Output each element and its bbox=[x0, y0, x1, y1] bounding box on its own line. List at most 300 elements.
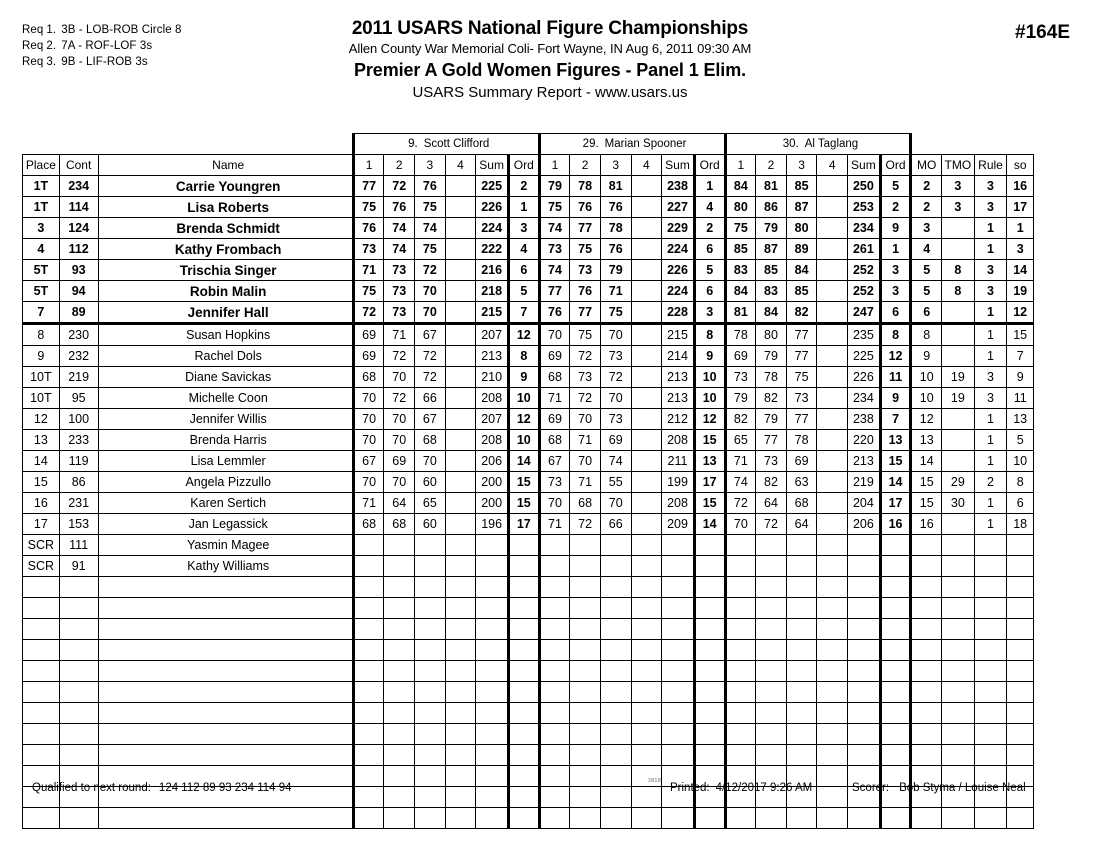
cell-j1-sum: 200 bbox=[476, 472, 509, 493]
cell-cont bbox=[59, 808, 98, 829]
cell-j3-fig1: 80 bbox=[725, 197, 756, 218]
cell-j3-ord bbox=[880, 556, 911, 577]
cell-j3-blank bbox=[725, 598, 756, 619]
cell-rule: 3 bbox=[974, 260, 1007, 281]
cell-j3-ord: 9 bbox=[880, 388, 911, 409]
cell-j1-fig4 bbox=[445, 493, 476, 514]
cell-j2-fig4 bbox=[631, 367, 662, 388]
table-row[interactable] bbox=[23, 260, 1034, 281]
cell-j3-blank bbox=[848, 724, 881, 745]
cell-j2-ord bbox=[694, 577, 725, 598]
col-header-j1-ord: Ord bbox=[508, 155, 539, 176]
cell-j2-sum bbox=[662, 535, 695, 556]
cell-j2-blank bbox=[539, 577, 570, 598]
cell-name bbox=[98, 640, 353, 661]
cell-j2-ord: 15 bbox=[694, 493, 725, 514]
cell-place bbox=[23, 619, 60, 640]
cell-j3-ord bbox=[880, 745, 911, 766]
cell-j2-ord: 9 bbox=[694, 346, 725, 367]
cell-j2-blank bbox=[600, 682, 631, 703]
cell-j2-sum: 209 bbox=[662, 514, 695, 535]
cell-j3-sum: 247 bbox=[848, 302, 881, 324]
cell-so: 17 bbox=[1007, 197, 1034, 218]
cell-j2-fig4 bbox=[631, 302, 662, 324]
cell-j1-ord: 3 bbox=[508, 218, 539, 239]
cell-j3-blank bbox=[725, 661, 756, 682]
cell-tmo bbox=[942, 640, 975, 661]
cell-j3-blank bbox=[786, 724, 817, 745]
cell-place: 12 bbox=[23, 409, 60, 430]
column-header-row bbox=[23, 155, 1034, 176]
cell-j1-fig3: 67 bbox=[415, 324, 446, 346]
cell-j3-blank bbox=[786, 703, 817, 724]
cell-j1-fig1: 76 bbox=[353, 218, 384, 239]
cell-j1-fig2: 73 bbox=[384, 281, 415, 302]
cell-j2-fig4 bbox=[631, 197, 662, 218]
cell-j3-fig4 bbox=[817, 260, 848, 281]
cell-j2-sum: 238 bbox=[662, 176, 695, 197]
cell-j2-blank bbox=[631, 703, 662, 724]
cell-mo bbox=[911, 577, 942, 598]
cell-j2-blank bbox=[539, 619, 570, 640]
cell-j3-blank bbox=[756, 703, 787, 724]
cell-so bbox=[1007, 535, 1034, 556]
cell-j3-sum: 253 bbox=[848, 197, 881, 218]
table-row[interactable] bbox=[23, 493, 1034, 514]
table-row[interactable] bbox=[23, 535, 1034, 556]
cell-j3-fig4 bbox=[817, 451, 848, 472]
cell-j1-ord bbox=[508, 682, 539, 703]
cell-j1-fig1: 68 bbox=[353, 367, 384, 388]
cell-j3-fig3: 78 bbox=[786, 430, 817, 451]
cell-place: 1T bbox=[23, 197, 60, 218]
table-row[interactable] bbox=[23, 346, 1034, 367]
cell-j1-fig1 bbox=[353, 556, 384, 577]
cell-j3-ord bbox=[880, 535, 911, 556]
cell-j1-fig1: 75 bbox=[353, 281, 384, 302]
cell-j3-fig2: 84 bbox=[756, 302, 787, 324]
cell-j3-blank bbox=[848, 640, 881, 661]
cell-j2-sum: 227 bbox=[662, 197, 695, 218]
cell-so: 11 bbox=[1007, 388, 1034, 409]
cell-j1-blank bbox=[415, 598, 446, 619]
cell-place: 5T bbox=[23, 260, 60, 281]
cell-rule: 1 bbox=[974, 409, 1007, 430]
cell-j1-blank bbox=[476, 598, 509, 619]
cell-cont bbox=[59, 682, 98, 703]
cell-j1-ord bbox=[508, 745, 539, 766]
cell-place bbox=[23, 724, 60, 745]
cell-tmo: 29 bbox=[942, 472, 975, 493]
requirement-keyword: Req bbox=[22, 40, 44, 52]
cell-j1-blank bbox=[445, 619, 476, 640]
cell-j3-blank bbox=[725, 703, 756, 724]
cell-name: Karen Sertich bbox=[98, 493, 353, 514]
cell-j3-fig3: 63 bbox=[786, 472, 817, 493]
table-row-empty[interactable] bbox=[23, 661, 1034, 682]
cell-j1-fig3: 72 bbox=[415, 260, 446, 281]
cell-j3-sum: 235 bbox=[848, 324, 881, 346]
table-row-empty[interactable] bbox=[23, 577, 1034, 598]
table-row[interactable] bbox=[23, 451, 1034, 472]
cell-tmo bbox=[942, 218, 975, 239]
cell-j2-blank bbox=[631, 745, 662, 766]
cell-name: Jennifer Willis bbox=[98, 409, 353, 430]
cell-j2-fig2: 73 bbox=[570, 367, 601, 388]
cell-cont: 219 bbox=[59, 367, 98, 388]
cell-j3-sum bbox=[848, 535, 881, 556]
cell-j2-fig4 bbox=[631, 556, 662, 577]
cell-j2-ord: 10 bbox=[694, 367, 725, 388]
cell-tmo: 3 bbox=[942, 197, 975, 218]
cell-j3-ord: 1 bbox=[880, 239, 911, 260]
cell-name: Trischia Singer bbox=[98, 260, 353, 281]
cell-tmo bbox=[942, 619, 975, 640]
cell-j3-blank bbox=[817, 703, 848, 724]
cell-j2-fig1: 67 bbox=[539, 451, 570, 472]
cell-j3-fig1: 65 bbox=[725, 430, 756, 451]
cell-j1-blank bbox=[415, 745, 446, 766]
table-row[interactable] bbox=[23, 281, 1034, 302]
cell-j2-blank bbox=[539, 808, 570, 829]
cell-mo: 8 bbox=[911, 324, 942, 346]
cell-j3-fig2: 82 bbox=[756, 388, 787, 409]
cell-j2-fig1: 70 bbox=[539, 324, 570, 346]
cell-j1-blank bbox=[445, 661, 476, 682]
cell-rule: 1 bbox=[974, 493, 1007, 514]
cell-so: 6 bbox=[1007, 493, 1034, 514]
cell-j3-blank bbox=[817, 619, 848, 640]
cell-j2-fig2: 76 bbox=[570, 281, 601, 302]
cell-j3-blank bbox=[848, 598, 881, 619]
cell-j1-fig1: 69 bbox=[353, 346, 384, 367]
cell-j2-fig3: 72 bbox=[600, 367, 631, 388]
cell-mo bbox=[911, 808, 942, 829]
cell-j2-blank bbox=[662, 640, 695, 661]
table-row[interactable] bbox=[23, 302, 1034, 324]
cell-j2-fig1: 70 bbox=[539, 493, 570, 514]
cell-j3-fig3: 84 bbox=[786, 260, 817, 281]
cell-so bbox=[1007, 745, 1034, 766]
requirement-number: 2. bbox=[46, 40, 57, 52]
cell-j3-blank bbox=[817, 661, 848, 682]
cell-j1-fig2: 73 bbox=[384, 302, 415, 324]
cell-place: SCR bbox=[23, 556, 60, 577]
cell-rule: 3 bbox=[974, 388, 1007, 409]
cell-cont bbox=[59, 703, 98, 724]
cell-j3-blank bbox=[786, 619, 817, 640]
cell-j2-blank bbox=[600, 745, 631, 766]
cell-name bbox=[98, 682, 353, 703]
table-row[interactable] bbox=[23, 430, 1034, 451]
cell-j3-ord: 14 bbox=[880, 472, 911, 493]
cell-j3-fig4 bbox=[817, 281, 848, 302]
cell-j1-fig1: 77 bbox=[353, 176, 384, 197]
cell-j2-fig3: 71 bbox=[600, 281, 631, 302]
cell-j1-blank bbox=[415, 661, 446, 682]
cell-j1-sum bbox=[476, 556, 509, 577]
cell-j3-fig2: 80 bbox=[756, 324, 787, 346]
cell-name bbox=[98, 808, 353, 829]
cell-j2-ord: 3 bbox=[694, 302, 725, 324]
cell-j3-fig1: 79 bbox=[725, 388, 756, 409]
cell-j1-ord: 7 bbox=[508, 302, 539, 324]
cell-j2-sum: 199 bbox=[662, 472, 695, 493]
cell-j1-sum bbox=[476, 535, 509, 556]
report-code: 3818 bbox=[648, 778, 662, 784]
cell-j3-ord: 3 bbox=[880, 260, 911, 281]
qualified-footer bbox=[32, 782, 292, 794]
cell-cont: 94 bbox=[59, 281, 98, 302]
cell-j3-fig3 bbox=[786, 556, 817, 577]
cell-j2-fig1 bbox=[539, 535, 570, 556]
table-row[interactable] bbox=[23, 556, 1034, 577]
cell-j2-ord: 8 bbox=[694, 324, 725, 346]
cell-name bbox=[98, 703, 353, 724]
cell-rule bbox=[974, 703, 1007, 724]
col-header-j1-fig4: 4 bbox=[445, 155, 476, 176]
cell-j1-sum: 218 bbox=[476, 281, 509, 302]
scorer-footer bbox=[852, 782, 1026, 794]
cell-rule bbox=[974, 535, 1007, 556]
cell-j3-fig4 bbox=[817, 239, 848, 260]
table-row[interactable] bbox=[23, 472, 1034, 493]
table-row[interactable] bbox=[23, 409, 1034, 430]
cell-j2-blank bbox=[600, 661, 631, 682]
cell-name: Susan Hopkins bbox=[98, 324, 353, 346]
cell-j3-fig3: 77 bbox=[786, 409, 817, 430]
cell-place bbox=[23, 745, 60, 766]
cell-j3-fig3 bbox=[786, 535, 817, 556]
cell-j2-ord: 15 bbox=[694, 430, 725, 451]
table-row[interactable] bbox=[23, 324, 1034, 346]
col-header-j3-fig2: 2 bbox=[756, 155, 787, 176]
cell-j2-ord: 17 bbox=[694, 472, 725, 493]
cell-j1-fig4 bbox=[445, 346, 476, 367]
cell-j3-ord bbox=[880, 640, 911, 661]
cell-j3-fig1: 81 bbox=[725, 302, 756, 324]
cell-j2-blank bbox=[662, 661, 695, 682]
cell-j3-blank bbox=[848, 745, 881, 766]
cell-j2-blank bbox=[631, 724, 662, 745]
cell-j1-ord bbox=[508, 808, 539, 829]
cell-j1-fig4 bbox=[445, 281, 476, 302]
cell-j1-blank bbox=[445, 682, 476, 703]
cell-j3-blank bbox=[786, 577, 817, 598]
cell-j3-blank bbox=[786, 682, 817, 703]
cell-j1-ord bbox=[508, 724, 539, 745]
table-row-empty[interactable] bbox=[23, 745, 1034, 766]
cell-j2-fig1: 74 bbox=[539, 260, 570, 281]
cell-j3-fig2 bbox=[756, 535, 787, 556]
cell-j2-fig1: 69 bbox=[539, 409, 570, 430]
cell-tmo bbox=[942, 346, 975, 367]
cell-j3-fig3: 85 bbox=[786, 281, 817, 302]
cell-j1-blank bbox=[384, 682, 415, 703]
cell-j2-blank bbox=[539, 682, 570, 703]
cell-j1-fig1: 69 bbox=[353, 324, 384, 346]
table-row[interactable] bbox=[23, 514, 1034, 535]
cell-j2-fig2: 77 bbox=[570, 218, 601, 239]
cell-tmo bbox=[942, 808, 975, 829]
page-footer bbox=[22, 778, 1034, 802]
cell-j1-fig1: 71 bbox=[353, 260, 384, 281]
cell-j2-ord: 4 bbox=[694, 197, 725, 218]
cell-tmo bbox=[942, 745, 975, 766]
cell-j3-fig1: 74 bbox=[725, 472, 756, 493]
table-row-empty[interactable] bbox=[23, 808, 1034, 829]
cell-j2-ord: 13 bbox=[694, 451, 725, 472]
table-row[interactable] bbox=[23, 176, 1034, 197]
cell-so: 5 bbox=[1007, 430, 1034, 451]
cell-cont: 86 bbox=[59, 472, 98, 493]
cell-j2-fig1: 73 bbox=[539, 239, 570, 260]
requirements-block bbox=[22, 22, 182, 70]
cell-j1-ord: 15 bbox=[508, 472, 539, 493]
col-header-j1-fig1: 1 bbox=[353, 155, 384, 176]
cell-j3-blank bbox=[817, 724, 848, 745]
cell-j1-fig2: 68 bbox=[384, 514, 415, 535]
table-row-empty[interactable] bbox=[23, 640, 1034, 661]
cell-mo bbox=[911, 535, 942, 556]
scorer-value: Bob Styma / Louise Neal bbox=[899, 782, 1026, 794]
col-header-j1-fig2: 2 bbox=[384, 155, 415, 176]
table-row[interactable] bbox=[23, 239, 1034, 260]
cell-tmo bbox=[942, 661, 975, 682]
cell-j1-blank bbox=[384, 703, 415, 724]
cell-j2-ord bbox=[694, 724, 725, 745]
cell-j3-ord: 3 bbox=[880, 281, 911, 302]
table-row[interactable] bbox=[23, 218, 1034, 239]
cell-cont bbox=[59, 745, 98, 766]
cell-j2-blank bbox=[570, 808, 601, 829]
cell-j2-ord bbox=[694, 661, 725, 682]
cell-place bbox=[23, 640, 60, 661]
cell-j2-fig2: 75 bbox=[570, 239, 601, 260]
cell-so: 15 bbox=[1007, 324, 1034, 346]
cell-j1-ord bbox=[508, 661, 539, 682]
judge-name: Al Taglang bbox=[804, 138, 859, 150]
cell-j1-ord: 2 bbox=[508, 176, 539, 197]
cell-place bbox=[23, 661, 60, 682]
requirement-line bbox=[22, 38, 182, 54]
cell-j1-ord: 14 bbox=[508, 451, 539, 472]
cell-j1-fig2: 76 bbox=[384, 197, 415, 218]
cell-j3-blank bbox=[756, 724, 787, 745]
cell-j2-fig3: 79 bbox=[600, 260, 631, 281]
cell-name: Angela Pizzullo bbox=[98, 472, 353, 493]
cell-j1-blank bbox=[445, 745, 476, 766]
cell-j3-fig2: 82 bbox=[756, 472, 787, 493]
cell-so bbox=[1007, 703, 1034, 724]
cell-j2-fig4 bbox=[631, 176, 662, 197]
cell-j2-fig2: 72 bbox=[570, 514, 601, 535]
cell-j1-fig3: 60 bbox=[415, 514, 446, 535]
page-header bbox=[0, 0, 1100, 120]
cell-cont: 231 bbox=[59, 493, 98, 514]
report-subtitle: USARS Summary Report - www.usars.us bbox=[412, 84, 688, 101]
table-row[interactable] bbox=[23, 388, 1034, 409]
cell-so: 19 bbox=[1007, 281, 1034, 302]
cell-cont: 89 bbox=[59, 302, 98, 324]
cell-j3-blank bbox=[817, 808, 848, 829]
cell-j3-fig3: 75 bbox=[786, 367, 817, 388]
cell-j3-blank bbox=[848, 619, 881, 640]
printed-value: 4/12/2017 9:26 AM bbox=[715, 782, 813, 794]
requirement-line bbox=[22, 54, 182, 70]
cell-cont: 233 bbox=[59, 430, 98, 451]
qualified-value: 124 112 89 93 234 114 94 bbox=[158, 782, 292, 794]
table-row[interactable] bbox=[23, 367, 1034, 388]
cell-tmo: 30 bbox=[942, 493, 975, 514]
cell-j3-sum: 219 bbox=[848, 472, 881, 493]
cell-j1-fig2: 69 bbox=[384, 451, 415, 472]
cell-j2-ord bbox=[694, 598, 725, 619]
cell-j2-ord: 6 bbox=[694, 239, 725, 260]
cell-j1-sum: 216 bbox=[476, 260, 509, 281]
cell-j3-ord: 15 bbox=[880, 451, 911, 472]
requirement-number: 1. bbox=[46, 24, 57, 36]
cell-j1-blank bbox=[476, 745, 509, 766]
cell-j1-ord: 10 bbox=[508, 388, 539, 409]
cell-j2-blank bbox=[570, 724, 601, 745]
judge-header-2 bbox=[539, 134, 725, 155]
cell-j1-fig2: 64 bbox=[384, 493, 415, 514]
cell-j3-blank bbox=[786, 640, 817, 661]
cell-j2-blank bbox=[600, 640, 631, 661]
cell-j3-fig2: 64 bbox=[756, 493, 787, 514]
cell-j2-fig3: 55 bbox=[600, 472, 631, 493]
cell-j1-fig4 bbox=[445, 388, 476, 409]
cell-so: 14 bbox=[1007, 260, 1034, 281]
cell-j2-ord: 14 bbox=[694, 514, 725, 535]
cell-j3-fig4 bbox=[817, 514, 848, 535]
table-row-empty[interactable] bbox=[23, 682, 1034, 703]
cell-mo: 2 bbox=[911, 197, 942, 218]
cell-j1-ord: 1 bbox=[508, 197, 539, 218]
table-row-empty[interactable] bbox=[23, 724, 1034, 745]
cell-j1-blank bbox=[445, 598, 476, 619]
cell-name bbox=[98, 661, 353, 682]
cell-j1-fig4 bbox=[445, 218, 476, 239]
cell-j3-fig1: 70 bbox=[725, 514, 756, 535]
table-row-empty[interactable] bbox=[23, 619, 1034, 640]
cell-mo: 2 bbox=[911, 176, 942, 197]
cell-j2-fig3: 75 bbox=[600, 302, 631, 324]
table-row[interactable] bbox=[23, 197, 1034, 218]
cell-j2-fig3: 73 bbox=[600, 346, 631, 367]
cell-j1-sum: 207 bbox=[476, 324, 509, 346]
cell-j2-sum: 224 bbox=[662, 281, 695, 302]
table-row-empty[interactable] bbox=[23, 703, 1034, 724]
cell-j2-fig2: 76 bbox=[570, 197, 601, 218]
cell-j1-fig2: 70 bbox=[384, 430, 415, 451]
cell-so bbox=[1007, 598, 1034, 619]
cell-j2-fig1: 74 bbox=[539, 218, 570, 239]
cell-j3-fig2: 87 bbox=[756, 239, 787, 260]
table-row-empty[interactable] bbox=[23, 598, 1034, 619]
cell-j1-blank bbox=[445, 808, 476, 829]
cell-j1-fig2: 74 bbox=[384, 218, 415, 239]
cell-j1-ord: 6 bbox=[508, 260, 539, 281]
cell-j3-blank bbox=[786, 745, 817, 766]
cell-j1-sum: 210 bbox=[476, 367, 509, 388]
cell-j1-blank bbox=[353, 598, 384, 619]
col-header-j2-fig1: 1 bbox=[539, 155, 570, 176]
cell-j2-fig3 bbox=[600, 556, 631, 577]
cell-j1-fig2: 72 bbox=[384, 388, 415, 409]
cell-name: Robin Malin bbox=[98, 281, 353, 302]
